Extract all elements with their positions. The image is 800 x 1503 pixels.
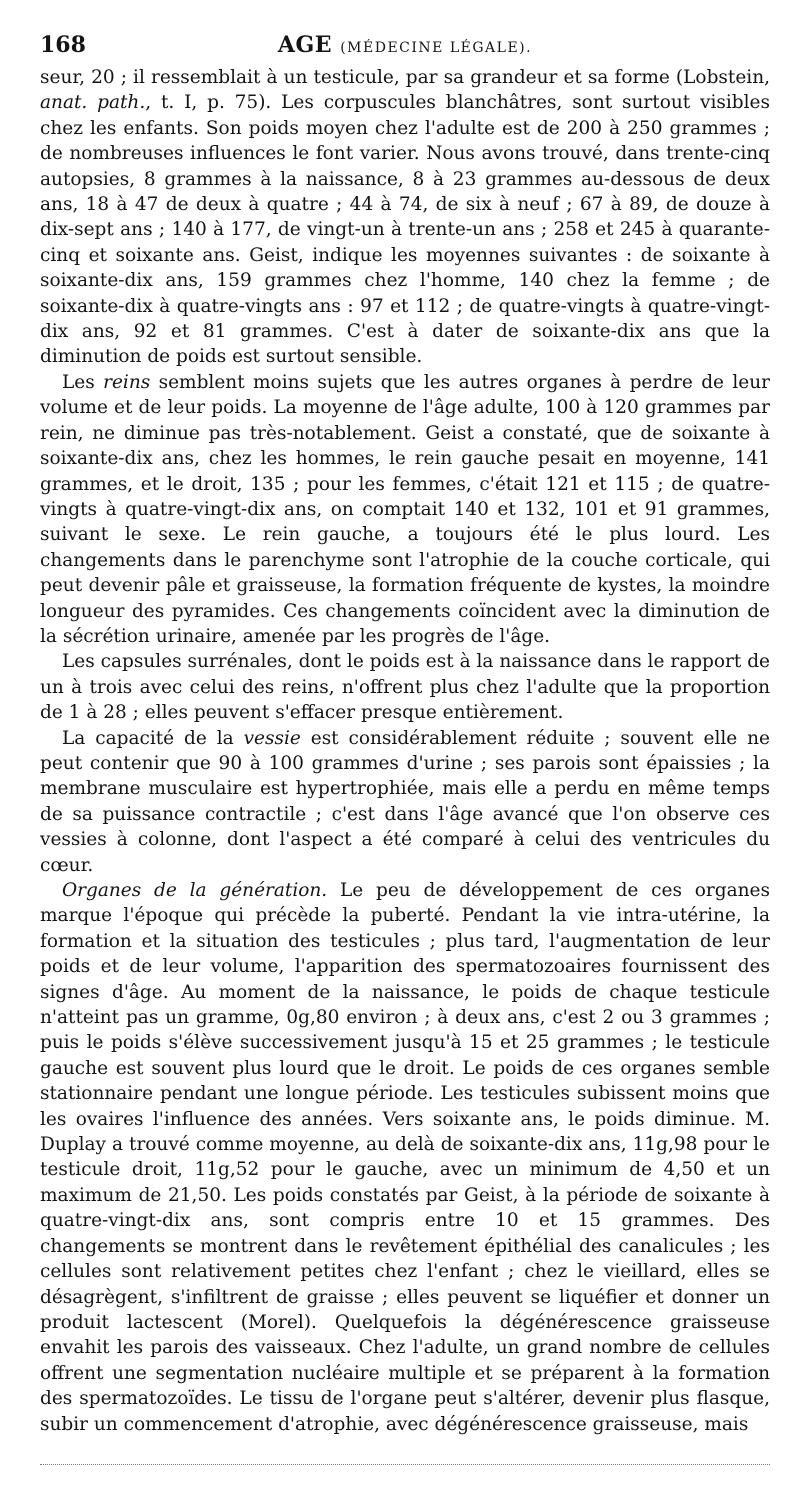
running-head-subtitle: (MÉDECINE LÉGALE).	[340, 40, 533, 56]
italic-run: anat. path.	[40, 92, 146, 114]
running-head	[40, 30, 770, 63]
page-header	[40, 30, 770, 60]
text-run: Les capsules surrénales, dont le poids est à la naissance dans le rapport de un à trois avec celui des reins, n'offrent plus chez l'adulte que la proportion de 1 à 28 ; elles peuvent s'effacer presque entièrement.	[40, 651, 770, 724]
paragraph	[40, 726, 770, 878]
italic-run: reins	[103, 371, 151, 393]
body-text	[40, 65, 770, 1437]
italic-run: vessie	[243, 727, 301, 749]
text-run: Les	[62, 371, 104, 393]
paragraph	[40, 878, 770, 1437]
paragraph	[40, 649, 770, 725]
italic-run: Organes de la génération.	[62, 880, 328, 901]
page-number: 168	[40, 32, 86, 58]
text-run: Le peu de développement de ces organes marque l'époque qui précède la puberté. Pendant la vie intra-utérine, la formation et la situation des testicules ; plus tard, l'augmentation de leur poids et de leur volume, l'apparition des spermatozoaires fournissent des signes d'âge. Au moment de la naissance, le poids de chaque testicule n'atteint pas un gramme, 0g,80 environ ; à deux ans, c'est 2 ou 3 grammes ; puis le poids s'élève successivement jusqu'à 15 et 25 grammes ; le testicule gauche est souvent plus lourd que le droit. Le poids de ces organes semble stationnaire pendant une longue période. Les testicules subissent moins que les ovaires l'influence des années. Vers soixante ans, le poids diminue. M. Duplay a trouvé comme moyenne, au delà de soixante-dix ans, 11g,98 pour le testicule droit, 11g,52 pour le gauche, avec un minimum de 4,50 et un maximum de 21,50. Les poids constatés par Geist, à la période de soixante à quatre-vingt-dix ans, sont compris entre 10 et 15 grammes. Des changements se montrent dans le revêtement épithélial des canalicules ; les cellules sont relativement petites chez l'enfant ; chez le vieillard, elles se désagrègent, s'infiltrent de graisse ; elles peuvent se liquéfier et donner un produit lactescent (Morel). Quelquefois la dégénérescence graisseuse envahit les parois des vaisseaux. Chez l'adulte, un grand nombre de cellules offrent une segmentation nucléaire multiple et se préparent à la formation des spermatozoïdes. Le tissu de l'organe peut s'altérer, devenir plus flasque, subir un commencement d'atrophie, avec dégénérescence graisseuse, mais	[40, 880, 770, 1435]
footer-dotted-rule	[40, 1464, 770, 1465]
running-head-title: AGE	[277, 32, 333, 58]
text-run: , t. I, p. 75). Les corpuscules blanchâtres, sont surtout visibles chez les enfants. Son poids moyen chez l'adulte est de 200 à 250 grammes ; de nombreuses influences le font varier. Nous avons trouvé, dans trente-cinq autopsies, 8 grammes à la naissance, 8 à 23 grammes au-dessous de deux ans, 18 à 47 de deux à quatre ; 44 à 74, de six à neuf ; 67 à 89, de douze à dix-sept ans ; 140 à 177, de vingt-un à trente-un ans ; 258 et 245 à quarante-cinq et soixante ans. Geist, indique les moyennes suivantes : de soixante à soixante-dix ans, 159 grammes chez l'homme, 140 chez la femme ; de soixante-dix à quatre-vingts ans : 97 et 112 ; de quatre-vingts à quatre-vingt-dix ans, 92 et 81 grammes. C'est à dater de soixante-dix ans que la diminution de poids est surtout sensible.	[40, 92, 770, 368]
paragraph	[40, 370, 770, 649]
text-run: est considérablement réduite ; souvent elle ne peut contenir que 90 à 100 grammes d'urine ; ses parois sont épaissies ; la membrane musculaire est hypertrophiée, mais elle a perdu en même temps de sa puissance contractile ; c'est dans l'âge avancé que l'on observe ces vessies à colonne, dont l'aspect a été comparé à celui des ventricules du cœur.	[40, 727, 771, 876]
text-run: La capacité de la	[62, 727, 244, 749]
text-run: semblent moins sujets que les autres organes à perdre de leur volume et de leur poids. La moyenne de l'âge adulte, 100 à 120 grammes par rein, ne diminue pas très-notablement. Geist a constaté, que de soixante à soixante-dix ans, chez les hommes, le rein gauche pesait en moyenne, 141 grammes, et le droit, 135 ; pour les femmes, c'était 121 et 115 ; de quatre-vingts à quatre-vingt-dix ans, on comptait 140 et 132, 101 et 91 grammes, suivant le sexe. Le rein gauche, a toujours été le plus lourd. Les changements dans le parenchyme sont l'atrophie de la couche corticale, qui peut devenir pâle et graisseuse, la formation fréquente de kystes, la moindre longueur des pyramides. Ces changements coïncident avec la diminution de la sécrétion urinaire, amenée par les progrès de l'âge.	[40, 371, 770, 647]
text-run: seur, 20 ; il ressemblait à un testicule, par sa grandeur et sa forme (Lobstein,	[40, 67, 770, 88]
paragraph	[40, 65, 770, 370]
